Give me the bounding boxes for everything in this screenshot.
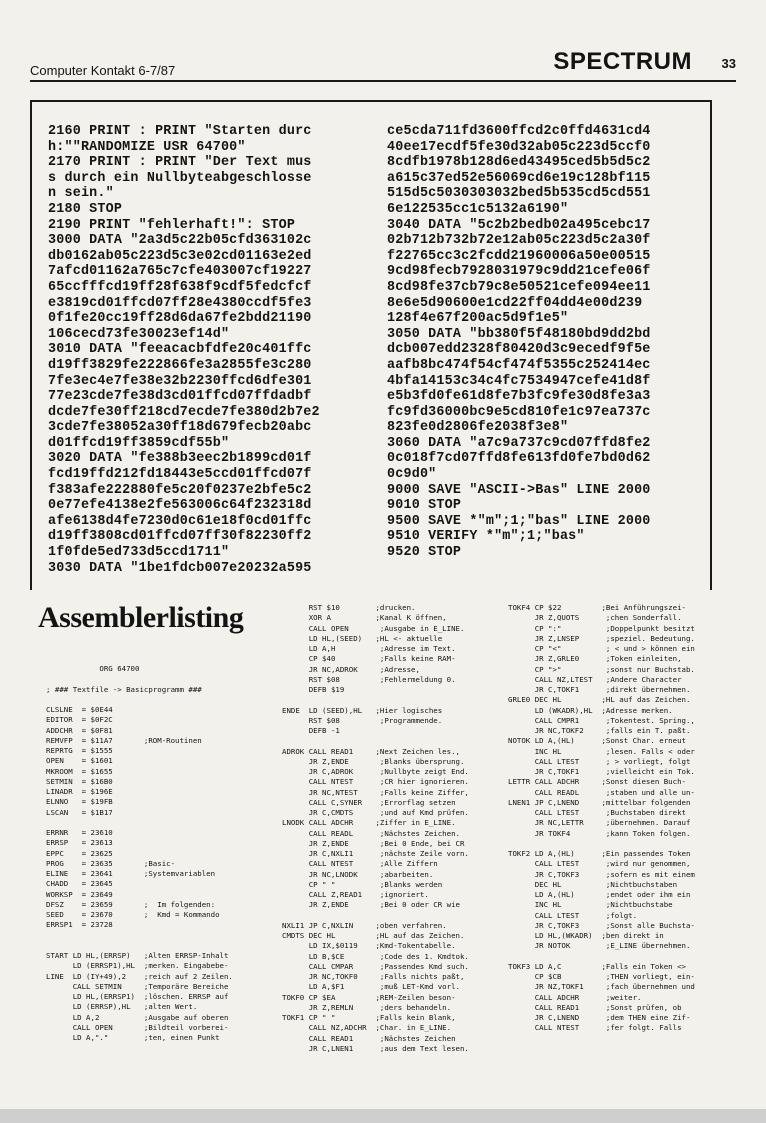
asm-line: LD A,"." ;ten, einen Punkt (46, 1033, 220, 1042)
asm-line: LSCAN = $1B17 (46, 807, 113, 817)
asm-line: CALL CMPAR ;Passendes Kmd such. (282, 961, 469, 971)
basic-line: 106cecd73fe30023ef14d" (48, 326, 230, 342)
asm-line: LD IX,$0119 ;Kmd-Tokentabelle. (282, 941, 456, 951)
asm-line: LD HL,(ERRSP1) ;löschen. ERRSP auf (46, 992, 229, 1001)
basic-line: 7afcd01162a765c7cfe403007cf19227 (48, 264, 312, 280)
basic-listing-right (387, 124, 651, 561)
asm-line: CMDTS DEC HL ;HL auf das Zeichen. (282, 931, 465, 940)
basic-line: 40ee17ecdf5fe30d32ab05c223d5ccf0 (387, 139, 651, 155)
page-header (30, 46, 736, 86)
asm-line: JR NC,TOKF0 ;Falls nichts paßt, (282, 972, 465, 981)
asm-line: XOR A ;Kanal K öffnen, (282, 613, 447, 623)
asm-line: LETTR CALL ADCHR ;Sonst diesen Buch- (508, 777, 686, 787)
basic-line: 1f0fde5ed733d5ccd1711" (48, 545, 230, 561)
asm-line: RST $08 ;Fehlermeldung 0. (282, 674, 456, 684)
asm-line: LD (ERRSP1),HL ;merken. Eingabebe- (46, 961, 229, 971)
asm-line: CALL READ1 ;Sonst prüfen, ob (508, 1002, 682, 1012)
asm-line: LNODK CALL ADCHR ;Ziffer in E_LINE. (282, 818, 456, 828)
asm-line: WORKSP = 23649 (46, 889, 113, 899)
asm-line: LNEN1 JP C,LNEND ;mittelbar folgenden (508, 797, 691, 807)
asm-line (46, 818, 233, 828)
basic-line: 65ccfffcd19ff28f638f9cdf5fedcfcf (48, 279, 312, 295)
asm-line: JR Z,REMLN ;ders behandeln. (282, 1002, 452, 1012)
asm-line: CALL NTEST ;fer folgt. Falls (508, 1023, 682, 1033)
asm-line: INC HL ;Nichtbuchstabe (508, 900, 673, 910)
basic-line: 0c018f7cd07ffd8fe613fd0fe7bd0d62 (387, 451, 651, 467)
asm-line: TOKF3 LD A,C ;Falls ein Token <> (508, 961, 686, 971)
asm-line: CALL NTEST ;Alle Ziffern (282, 859, 438, 869)
basic-line: d19ff3829fe222866fe3a2855fe3c280 (48, 357, 312, 373)
asm-line: DFSZ = 23659 ; Im folgenden: (46, 899, 216, 909)
asm-line: OPEN = $1601 (46, 756, 113, 766)
asm-line: JR C,TOKF1 ;vielleicht ein Tok. (508, 767, 695, 776)
asm-line: MKROOM = $1655 (46, 766, 113, 776)
asm-line: TOKF2 LD A,(HL) ;Ein passendes Token (508, 849, 691, 858)
basic-line: dcde7fe30ff218cd7ecde7fe380d2b7e2 (48, 404, 320, 420)
asm-line: LD A,$F1 ;muß LET-Kmd vorl. (282, 982, 460, 992)
asm-line: JR Z,QUOTS ;chen Sonderfall. (508, 613, 682, 623)
asm-line (508, 839, 695, 849)
asm-line: NXLI1 JP C,NXLIN ;oben verfahren. (282, 920, 447, 930)
basic-line: 0c9d0" (387, 467, 437, 483)
asm-line (282, 736, 469, 746)
basic-line: 3030 DATA "1be1fdcb007e20232a595 (48, 560, 312, 576)
basic-line: 9510 VERIFY *"m";1;"bas" (387, 529, 585, 545)
assembler-column-1 (46, 664, 233, 1043)
basic-line: afe6138d4fe7230d0c61e18f0cd01ffc (48, 513, 312, 529)
asm-line: LD HL,(WKADR) ;ben direkt in (508, 931, 664, 940)
basic-line: d19ff3808cd01ffcd07ff30f82230ff2 (48, 529, 312, 545)
page-number: 33 (721, 56, 736, 71)
asm-line: CALL Z,READ1 ;ignoriert. (282, 890, 429, 899)
asm-line: GRLE0 DEC HL ;HL auf das Zeichen. (508, 695, 691, 705)
asm-line: JR C,NXLI1 ;nächste Zeile vorn. (282, 849, 469, 858)
asm-line: SEED = 23670 ; Kmd = Kommando (46, 910, 220, 919)
asm-line: LD (ERRSP),HL ;alten Wert. (46, 1002, 198, 1012)
asm-line: CP " " ;Blanks werden (282, 879, 443, 889)
basic-line: n sein." (48, 186, 114, 202)
asm-line: DEC HL ;Nichtbuchstaben (508, 879, 678, 889)
basic-line: 8cd98fe37cb79c8e50521cefe094ee11 (387, 279, 651, 295)
asm-line: JR Z,LNSEP ;speziel. Bedeutung. (508, 633, 695, 643)
assembler-heading: Assemblerlisting (38, 601, 244, 634)
asm-line: JR NC,LNODK ;abarbeiten. (282, 869, 434, 879)
asm-line: ADROK CALL READ1 ;Next Zeichen les., (282, 746, 460, 756)
asm-line: ERRSP = 23613 (46, 838, 113, 848)
asm-line: CP $CB ;THEN vorliegt, ein- (508, 972, 695, 981)
asm-line: JR NC,NTEST ;Falls keine Ziffer, (282, 787, 469, 797)
basic-line: e5b3fd0fe61d8fe7b3fc9fe30d8fe3a3 (387, 389, 651, 405)
section-title: SPECTRUM (553, 48, 692, 75)
basic-line: db0162ab05c223d5c3e02cd01163e2ed (48, 248, 312, 264)
asm-line: RST $08 ;Programmende. (282, 715, 443, 725)
asm-line: CLSLNE = $0E44 (46, 705, 113, 714)
basic-line: 02b712b732b72e12ab05c223d5c2a30f (387, 233, 651, 249)
asm-line: CP "<" ; < und > können ein (508, 644, 695, 653)
asm-line: JR C,LNEN1 ;aus dem Text lesen. (282, 1043, 469, 1053)
asm-line: ERRNR = 23610 (46, 828, 113, 837)
basic-listing-left (48, 124, 320, 576)
asm-line (46, 941, 233, 951)
basic-line: 7fe3ec4e7fe38e32b2230ffcd6dfe301 (48, 373, 312, 389)
asm-line: CALL LTEST ;wird nur genommen, (508, 859, 691, 869)
basic-line: 0e77efe4138e2fe563006c64f232318d (48, 498, 312, 514)
asm-line: ELINE = 23641 ;Systemvariablen (46, 869, 216, 878)
asm-line: JR C,CMDTS ;und auf Kmd prüfen. (282, 808, 469, 817)
basic-line: 2190 PRINT "fehlerhaft!": STOP (48, 217, 296, 233)
asm-line: ENDE LD (SEED),HL ;Hier logisches (282, 705, 443, 715)
asm-line: ORG 64700 (46, 664, 140, 673)
basic-line: 4bfa14153c34c4fc7534947cefe41d8f (387, 373, 651, 389)
asm-line: CALL OPEN ;Bildteil vorberei- (46, 1022, 229, 1032)
asm-line: JR NZ,TOKF1 ;fach übernehmen und (508, 982, 695, 992)
asm-line (282, 695, 469, 705)
asm-line: CP ":" ;Doppelpunkt besitzt (508, 623, 695, 633)
scan-edge (0, 1109, 766, 1123)
asm-line: CALL SETMIN ;Temporäre Bereiche (46, 981, 229, 991)
basic-line: 2170 PRINT : PRINT "Der Text mus (48, 155, 312, 171)
basic-line: dcb007edd2328f80420d3c9ecedf9f5e (387, 342, 651, 358)
basic-line: fcd19ffd212fd18443e5ccd01ffcd07f (48, 467, 312, 483)
asm-line: ADDCHR = $0F81 (46, 725, 113, 735)
asm-line: JR NOTOK ;E_LINE übernehmen. (508, 941, 691, 951)
asm-line: LINE LD (IY+49),2 ;reich auf 2 Zeilen. (46, 971, 233, 981)
basic-line: 515d5c5030303032bed5b535cd5cd551 (387, 186, 651, 202)
asm-line: CALL READL ;Nächstes Zeichen. (282, 828, 460, 838)
asm-line: JR Z,ENDE ;Bei 0 oder CR wie (282, 900, 460, 910)
asm-line: CALL READL ;staben und alle un- (508, 787, 695, 797)
asm-line: DEFB $19 (282, 685, 345, 694)
basic-line: 2180 STOP (48, 201, 123, 217)
basic-line: s durch ein Nullbyteabgeschlosse (48, 170, 312, 186)
asm-line: CP $40 ;Falls keine RAM- (282, 654, 456, 664)
basic-line: e3819cd01ffcd07ff28e4380ccdf5fe3 (48, 295, 312, 311)
basic-line: 3040 DATA "5c2b2bedb02a495cebc17 (387, 217, 651, 233)
basic-line: 9000 SAVE "ASCII->Bas" LINE 2000 (387, 482, 651, 498)
asm-line: EDITOR = $0F2C (46, 715, 113, 725)
asm-line: ELNNO = $19FB (46, 797, 113, 807)
asm-line: CALL ADCHR ;weiter. (508, 992, 642, 1002)
asm-line: JR C,ADROK ;Nullbyte zeigt End. (282, 767, 469, 776)
asm-line: START LD HL,(ERRSP) ;Alten ERRSP-Inhalt (46, 951, 229, 960)
asm-line: JR C,TOKF3 ;sofern es mit einem (508, 869, 695, 879)
asm-line: JR Z,GRLE0 ;Token einleiten, (508, 654, 682, 664)
basic-line: 2160 PRINT : PRINT "Starten durc (48, 124, 312, 139)
asm-line: JR Z,ENDE ;Blanks übersprung. (282, 756, 465, 766)
asm-line: CALL NZ,ADCHR ;Char. in E_LINE. (282, 1023, 452, 1033)
basic-line: fc9fd36000bc9e5cd810fe1c97ea737c (387, 404, 651, 420)
basic-line: 77e23cde7fe38d3cd01ffcd07ffdadbf (48, 389, 312, 405)
asm-line: LD HL,(SEED) ;HL <- aktuelle (282, 633, 443, 643)
asm-line: TOKF1 CP " " ;Falls kein Blank, (282, 1013, 456, 1022)
asm-line: JR C,TOKF1 ;direkt übernehmen. (508, 685, 691, 694)
magazine-name: Computer Kontakt 6-7/87 (30, 63, 176, 78)
asm-line: JR NC,ADROK ;Adresse, (282, 664, 420, 674)
assembler-column-3 (508, 603, 695, 1034)
asm-line: JR C,LNEND ;dem THEN eine Zif- (508, 1013, 691, 1022)
asm-line: NOTOK LD A,(HL) ;Sonst Char. erneut (508, 736, 686, 746)
basic-line: 6e122535cc1c5132a6190" (387, 201, 569, 217)
asm-line: JR NC,TOKF2 ;falls ein T. paßt. (508, 726, 691, 735)
asm-line: CALL NZ,LTEST ;Andere Character (508, 674, 682, 684)
header-rule (30, 80, 736, 82)
basic-line: 9010 STOP (387, 498, 462, 514)
basic-line: 823fe0d2806fe2038f3e8" (387, 420, 569, 436)
basic-line: 8e6e5d90600e1cd22ff04dd4e00d239 (387, 295, 643, 311)
basic-line: f22765cc3c2fcdd21960006a50e00515 (387, 248, 651, 264)
asm-line: CALL C,SYNER ;Errorflag setzen (282, 797, 456, 807)
basic-line: 9cd98fecb7928031979c9dd21cefe06f (387, 264, 651, 280)
asm-line (508, 952, 695, 962)
asm-line: LD (WKADR),HL ;Adresse merken. (508, 705, 673, 715)
asm-line (282, 911, 469, 921)
asm-line: CALL LTEST ; > vorliegt, folgt (508, 756, 691, 766)
asm-line: RST $10 ;drucken. (282, 603, 416, 612)
basic-line: 3010 DATA "feeacacbfdfe20c401ffc (48, 342, 312, 358)
asm-line: TOKF4 CP $22 ;Bei Anführungszei- (508, 603, 686, 612)
asm-line: JR NC,LETTR ;übernehmen. Darauf (508, 818, 691, 828)
asm-line: DEFB -1 (282, 726, 340, 735)
asm-line: LD A,2 ;Ausgabe auf oberen (46, 1012, 229, 1022)
asm-line: CALL CMPR1 ;Tokentest. Spring., (508, 715, 695, 725)
asm-line: JR TOKF4 ;kann Token folgen. (508, 828, 691, 838)
asm-line: INC HL ;lesen. Falls < oder (508, 746, 695, 756)
basic-line: 3cde7fe38052a30ff18d679fecb20abc (48, 420, 312, 436)
basic-line: a615c37ed52e56069cd6e19c128bf115 (387, 170, 651, 186)
basic-line: 9500 SAVE *"m";1;"bas" LINE 2000 (387, 513, 651, 529)
basic-line: 3000 DATA "2a3d5c22b05cfd363102c (48, 233, 312, 249)
asm-line: ; ### Textfile -> Basicprogramm ### (46, 684, 202, 694)
asm-line (46, 931, 233, 941)
asm-line (46, 695, 233, 705)
asm-line: LINADR = $196E (46, 787, 113, 796)
asm-line: TOKF0 CP $EA ;REM-Zeilen beson- (282, 992, 456, 1002)
asm-line: CALL LTEST ;folgt. (508, 910, 638, 920)
asm-line: ERRSP1 = 23728 (46, 920, 113, 930)
asm-line: SETMIN = $16B0 (46, 776, 113, 786)
asm-line: CALL NTEST ;CR hier ignorieren. (282, 777, 469, 787)
asm-line: REMVFP = $11A7 ;ROM-Routinen (46, 735, 202, 745)
asm-line: CP ">" ;sonst nur Buchstab. (508, 664, 695, 674)
basic-line: d01ffcd19ff3859cdf55b" (48, 435, 230, 451)
asm-line: REPRTG = $1555 (46, 746, 113, 755)
asm-line: CALL OPEN ;Ausgabe in E_LINE. (282, 623, 465, 633)
asm-line: CALL READ1 ;Nächstes Zeichen (282, 1033, 456, 1043)
asm-line: LD B,$CE ;Code des 1. Kmdtok. (282, 951, 469, 961)
basic-line: 128f4e67f200ac5d9f1e5" (387, 311, 569, 327)
basic-line: ce5cda711fd3600ffcd2c0ffd4631cd4 (387, 124, 651, 139)
basic-line: 0f1fe20cc19ff28d6da67fe2bdd21190 (48, 311, 312, 327)
basic-line: h:""RANDOMIZE USR 64700" (48, 139, 246, 155)
basic-line: 9520 STOP (387, 545, 462, 561)
basic-line: 3050 DATA "bb380f5f48180bd9dd2bd (387, 326, 651, 342)
asm-line: CHADD = 23645 (46, 879, 113, 889)
basic-line: f383afe222880fe5c20f0237e2bfe5c2 (48, 482, 312, 498)
asm-line: EPPC = 23625 (46, 848, 113, 858)
basic-line: 8cdfb1978b128d6ed43495ced5b5d5c2 (387, 155, 651, 171)
asm-line: JR C,TOKF3 ;Sonst alle Buchsta- (508, 920, 695, 930)
assembler-column-2 (282, 603, 469, 1054)
asm-line (46, 674, 233, 684)
basic-line: aafb8bc474f54cf474f5355c252414ec (387, 357, 651, 373)
asm-line: LD A,H ;Adresse im Text. (282, 644, 456, 653)
basic-line: 3060 DATA "a7c9a737c9cd07ffd8fe2 (387, 435, 651, 451)
asm-line: LD A,(HL) ;endet oder ihm ein (508, 890, 691, 899)
asm-line: CALL LTEST ;Buchstaben direkt (508, 808, 686, 817)
asm-line: JR Z,ENDE ;Bei 0 Ende, bei CR (282, 838, 465, 848)
basic-line: 3020 DATA "fe388b3eec2b1899cd01f (48, 451, 312, 467)
asm-line: PROG = 23635 ;Basic- (46, 858, 176, 868)
